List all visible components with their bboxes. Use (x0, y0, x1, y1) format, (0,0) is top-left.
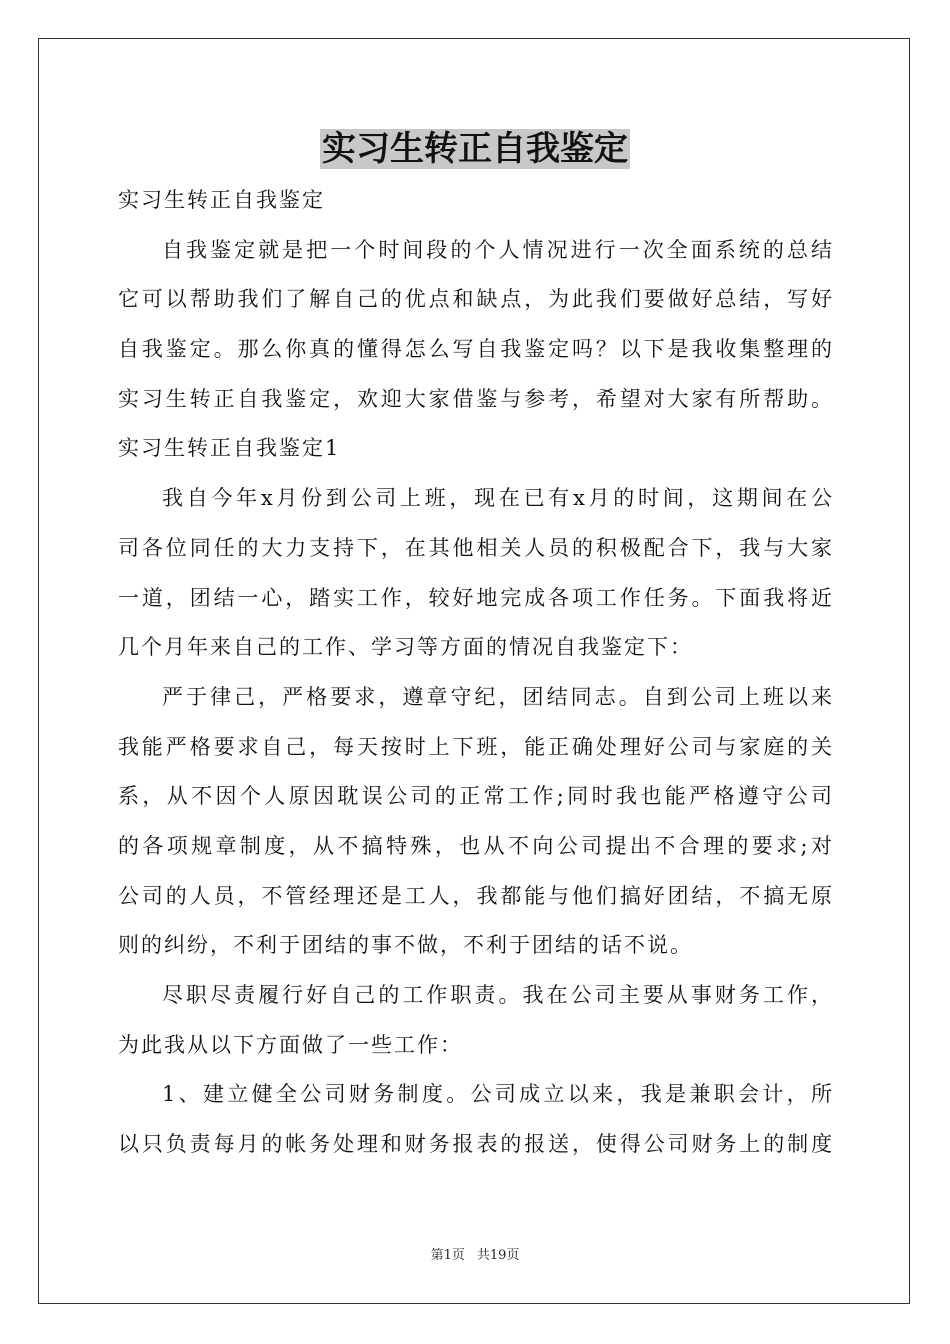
body-line-section-heading: 实习生转正自我鉴定1 (118, 436, 341, 461)
document-body (118, 176, 832, 1170)
page-number: 第1页 (430, 1248, 465, 1263)
document-title (0, 126, 950, 172)
body-line: 为此我从以下方面做了一些工作： (118, 1032, 463, 1057)
body-line-subtitle: 实习生转正自我鉴定 (118, 188, 325, 212)
body-line: 我自今年x月份到公司上班，现在已有x月的时间，这期间在公 (162, 486, 832, 511)
page-footer (0, 1246, 950, 1266)
body-line: 尽职尽责履行好自己的工作职责。我在公司主要从事财务工作， (162, 983, 832, 1007)
body-line: 它可以帮助我们了解自己的优点和缺点，为此我们要做好总结，写好 (118, 287, 832, 312)
page-total: 共19页 (476, 1248, 520, 1263)
body-line: 的各项规章制度，从不搞特殊，也从不向公司提出不合理的要求;对 (118, 833, 832, 858)
body-line: 则的纠纷，不利于团结的事不做，不利于团结的话不说。 (118, 933, 693, 958)
body-line: 1、建立健全公司财务制度。公司成立以来，我是兼职会计，所 (162, 1082, 832, 1107)
body-line: 自我鉴定。那么你真的懂得怎么写自我鉴定吗？以下是我收集整理的 (118, 337, 832, 362)
document-title-text: 实习生转正自我鉴定 (322, 129, 628, 169)
body-line: 司各位同任的大力支持下，在其他相关人员的积极配合下，我与大家 (118, 535, 832, 560)
body-line: 几个月年来自己的工作、学习等方面的情况自我鉴定下： (118, 635, 693, 660)
body-line: 我能严格要求自己，每天按时上下班，能正确处理好公司与家庭的关 (118, 734, 832, 759)
body-line: 公司的人员，不管经理还是工人，我都能与他们搞好团结，不搞无原 (118, 883, 832, 908)
body-line: 实习生转正自我鉴定，欢迎大家借鉴与参考，希望对大家有所帮助。 (118, 386, 832, 411)
body-line: 自我鉴定就是把一个时间段的个人情况进行一次全面系统的总结 (162, 237, 832, 262)
body-line: 严于律己，严格要求，遵章守纪，团结同志。自到公司上班以来 (162, 684, 832, 709)
body-line: 以只负责每月的帐务处理和财务报表的报送，使得公司财务上的制度 (118, 1132, 832, 1157)
body-line: 系，从不因个人原因耽误公司的正常工作;同时我也能严格遵守公司 (118, 784, 832, 809)
body-line: 一道，团结一心，踏实工作，较好地完成各项工作任务。下面我将近 (118, 585, 832, 610)
